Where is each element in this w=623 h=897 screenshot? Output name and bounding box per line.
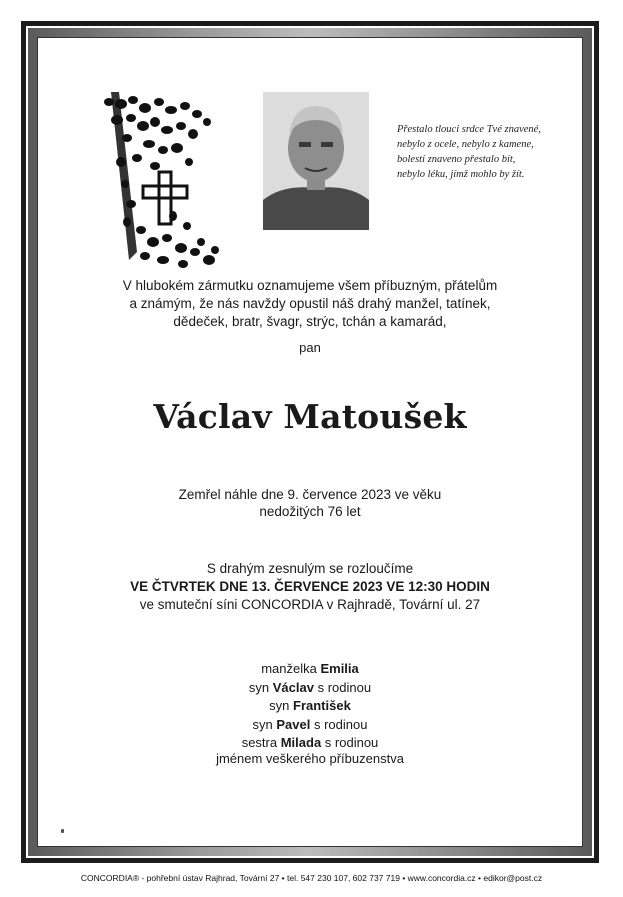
memorial-verse: [397, 122, 572, 182]
mourner-relation: sestra: [241, 735, 281, 750]
funeral-details: [60, 560, 560, 614]
mourner-relation: syn: [248, 679, 273, 695]
mourner-name: František: [293, 698, 351, 713]
announcement-text: [60, 277, 560, 331]
deceased-name: Václav Matoušek: [153, 397, 467, 436]
mourner-relation: manželka: [261, 661, 321, 676]
portrait-icon: [263, 92, 369, 230]
mourner-suffix: s rodinou: [321, 735, 379, 750]
mourner-row: [60, 679, 560, 698]
funeral-home-footer: CONCORDIA® - pohřební ústav Rajhrad, Tovární 27 • tel. 547 230 107, 602 737 719 • www.concordia.cz • edikor@post.cz: [80, 873, 543, 883]
verse-line: nebylo léku, jímž mohlo by žít.: [397, 169, 525, 180]
age-line: nedožitých 76 let: [259, 504, 361, 519]
mourner-relation: syn: [269, 698, 294, 713]
mourner-row: [60, 660, 560, 679]
verse-line: bolestí znaveno přestalo bít,: [397, 154, 516, 165]
mourner-row: [60, 716, 560, 735]
mourner-row: [60, 697, 560, 716]
mourner-suffix: s rodinou: [313, 679, 372, 695]
funeral-intro: S drahým zesnulým se rozloučíme: [206, 561, 414, 576]
cross-with-foliage-icon: [97, 92, 225, 270]
mourner-name: Pavel: [276, 716, 311, 732]
announcement-line: a známým, že nás navždy opustil náš drahý manžel, tatínek,: [129, 296, 491, 311]
deceased-portrait-photo: [263, 92, 369, 230]
death-line: Zemřel náhle dne 9. července 2023 ve věku: [178, 487, 442, 502]
mourner-name: Milada: [280, 735, 322, 750]
verse-line: Přestalo tlouci srdce Tvé znavené,: [397, 124, 541, 135]
funeral-datetime: VE ČTVRTEK DNE 13. ČERVENCE 2023 VE 12:30 HODIN: [130, 579, 490, 594]
mourner-row: [60, 734, 560, 753]
mourner-name: Emilia: [320, 661, 359, 676]
honorific: pan: [299, 340, 321, 355]
mourner-name: Václav: [272, 679, 314, 695]
mourners-list: [60, 660, 560, 753]
family-line: jménem veškerého příbuzenstva: [216, 751, 404, 766]
verse-line: nebylo z ocele, nebylo z kamene,: [397, 139, 534, 150]
announcement-line: V hlubokém zármutku oznamujeme všem příbuzným, přátelům: [122, 278, 498, 293]
funeral-place: ve smuteční síni CONCORDIA v Rajhradě, Tovární ul. 27: [139, 597, 481, 612]
death-notice: [60, 486, 560, 520]
mourner-relation: syn: [252, 716, 277, 732]
announcement-line: dědeček, bratr, švagr, strýc, tchán a kamarád,: [173, 314, 447, 329]
mourner-suffix: s rodinou: [310, 716, 368, 732]
scan-speck: [61, 829, 64, 833]
